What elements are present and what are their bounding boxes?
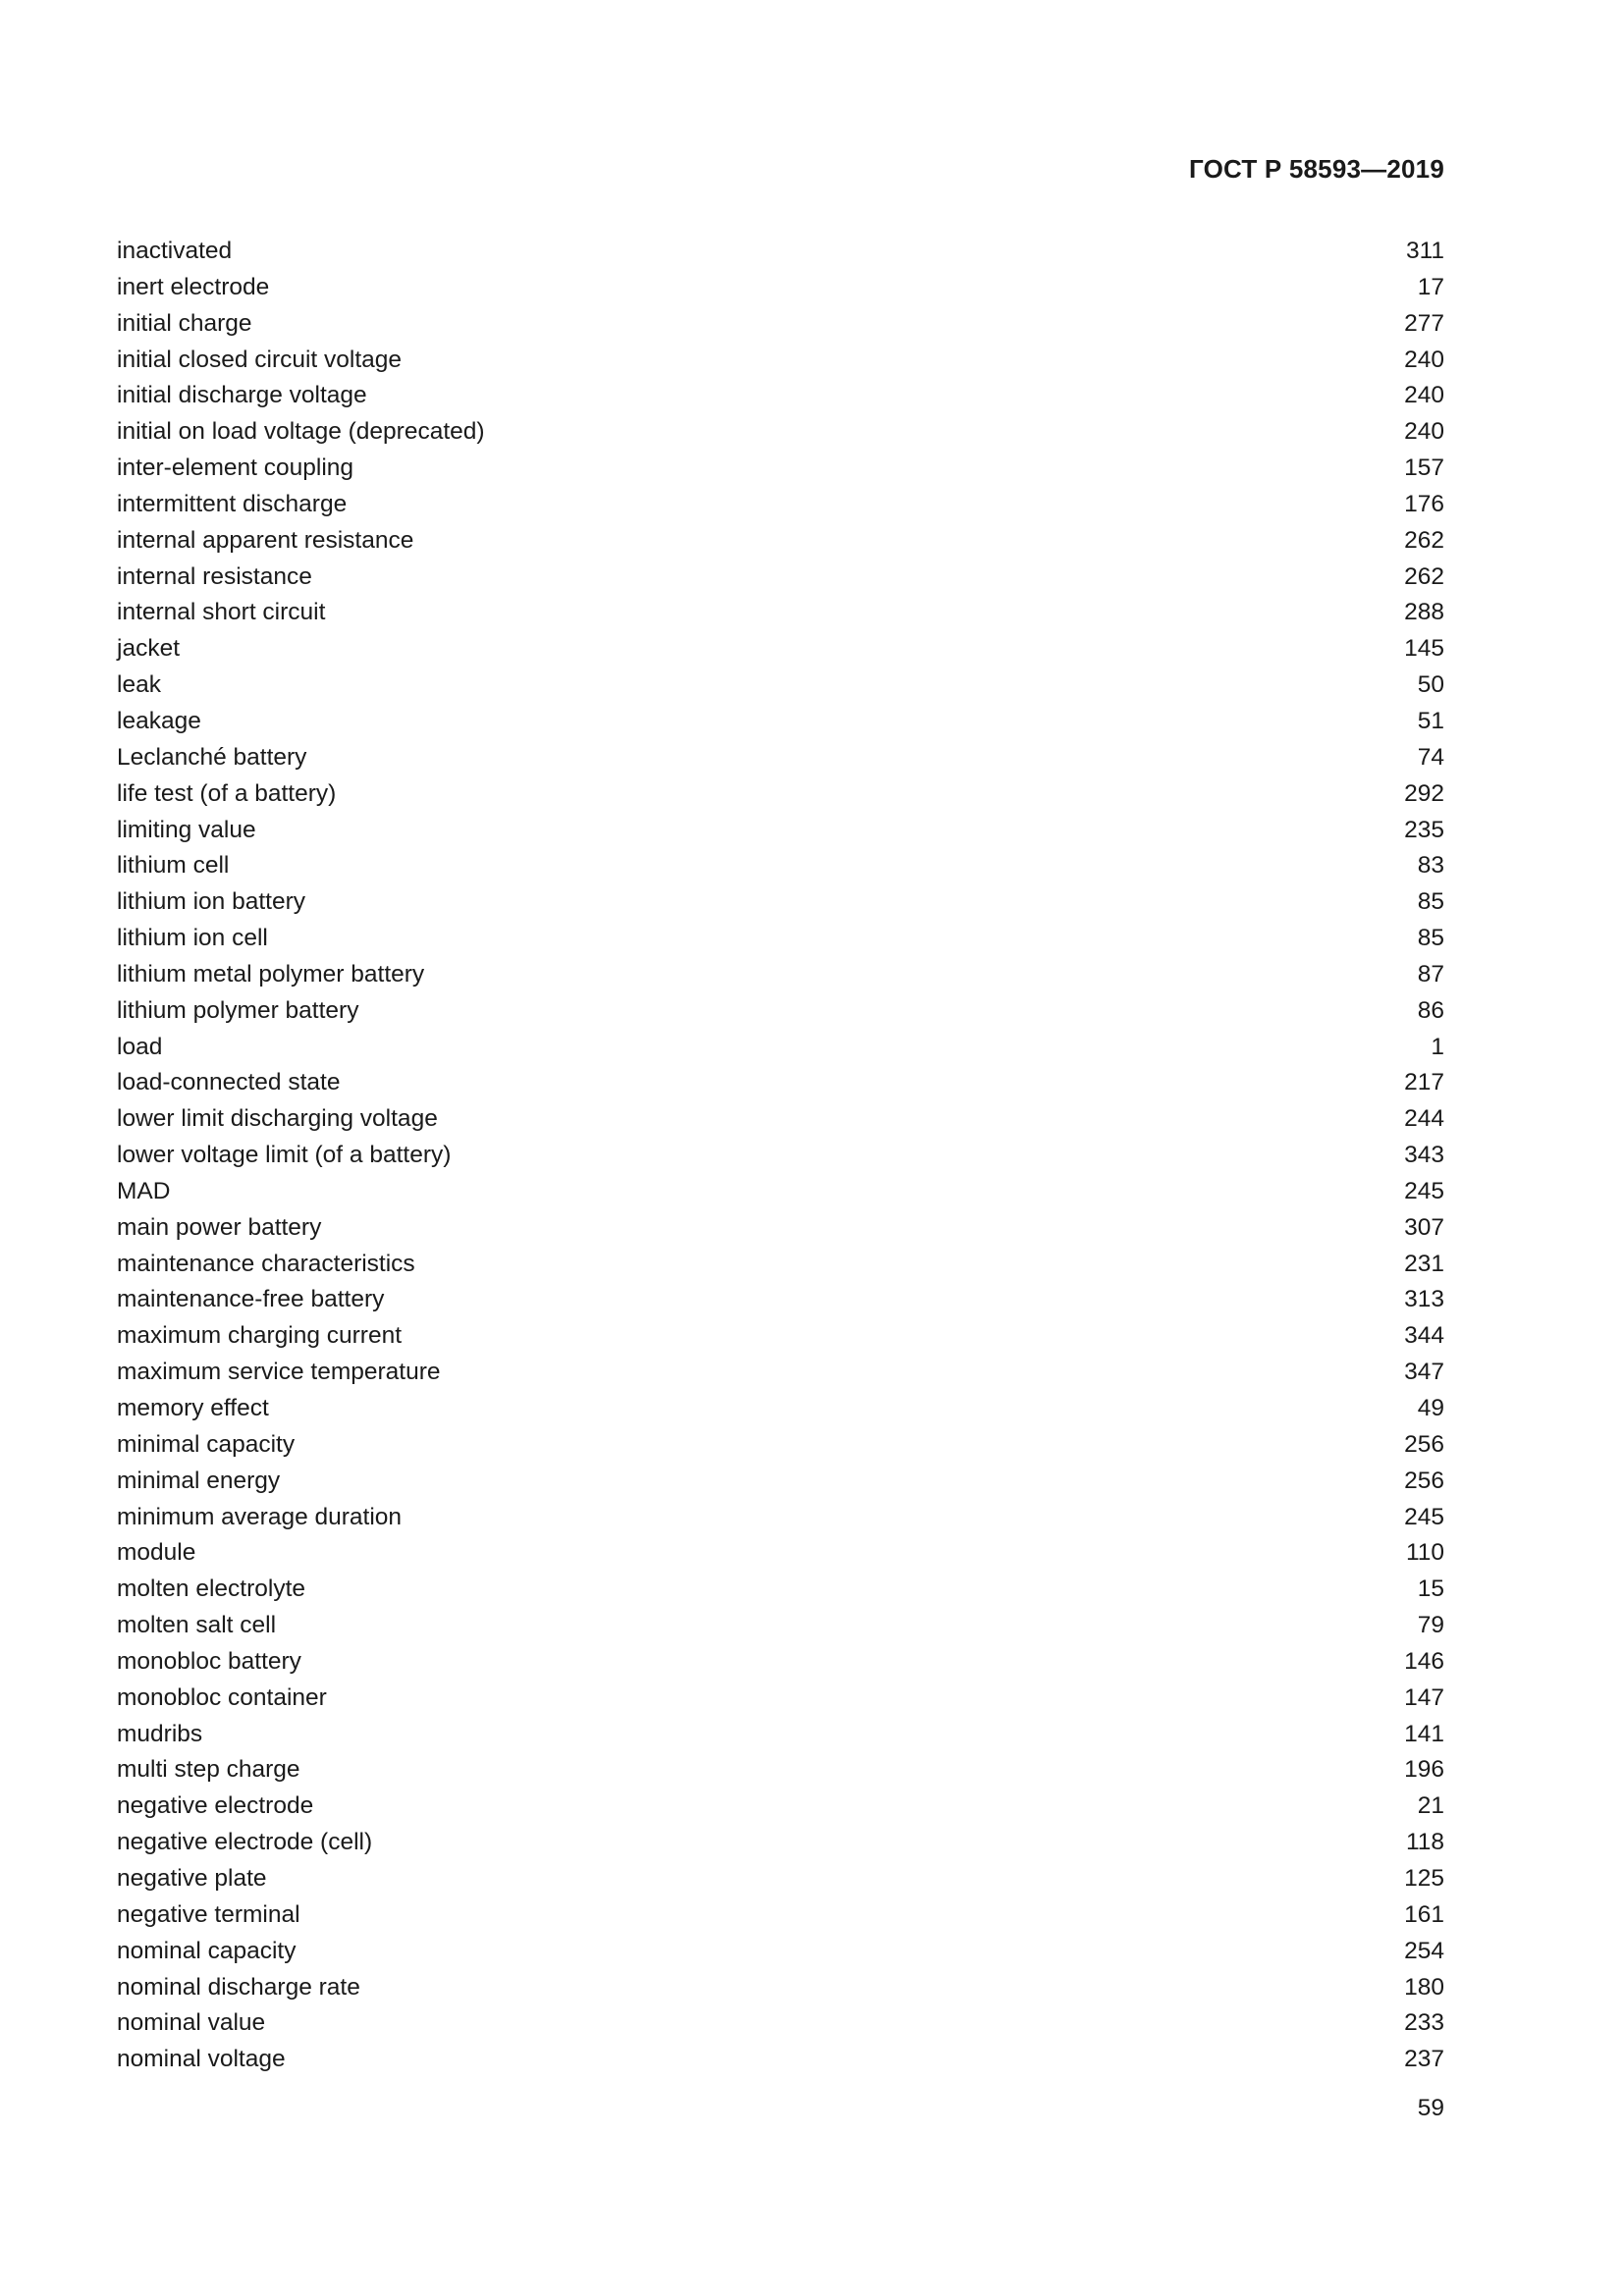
index-term-reference-number: 86	[1417, 996, 1444, 1024]
index-term-reference-number: 240	[1404, 346, 1444, 373]
index-term-reference-number: 262	[1404, 526, 1444, 554]
index-term-reference-number: 176	[1404, 490, 1444, 517]
index-entry	[117, 2005, 1444, 2042]
index-term: initial discharge voltage	[117, 382, 367, 409]
index-term-reference-number: 254	[1404, 1937, 1444, 1964]
index-term-reference-number: 87	[1417, 960, 1444, 988]
index-term-reference-number: 217	[1404, 1069, 1444, 1096]
index-term-reference-number: 79	[1417, 1612, 1444, 1639]
index-term: leak	[117, 671, 161, 699]
index-term-reference-number: 74	[1417, 743, 1444, 771]
index-term: intermittent discharge	[117, 490, 348, 517]
index-term: nominal voltage	[117, 2046, 286, 2073]
index-term: lower voltage limit (of a battery)	[117, 1142, 452, 1169]
index-term-reference-number: 85	[1417, 925, 1444, 952]
index-entry	[117, 884, 1444, 921]
index-term-reference-number: 262	[1404, 562, 1444, 590]
index-term: lithium cell	[117, 852, 230, 880]
index-term-reference-number: 147	[1404, 1683, 1444, 1711]
index-term-reference-number: 288	[1404, 599, 1444, 626]
index-term-reference-number: 180	[1404, 1973, 1444, 2001]
index-entry	[117, 1535, 1444, 1572]
index-term: nominal capacity	[117, 1937, 297, 1964]
index-term-reference-number: 235	[1404, 816, 1444, 843]
index-term-reference-number: 256	[1404, 1430, 1444, 1458]
index-term: negative electrode (cell)	[117, 1829, 373, 1856]
index-term: mudribs	[117, 1720, 203, 1747]
index-entry	[117, 993, 1444, 1030]
index-term: inert electrode	[117, 273, 270, 300]
index-term: lithium ion battery	[117, 888, 306, 916]
index-entry	[117, 1355, 1444, 1391]
index-term-reference-number: 277	[1404, 309, 1444, 337]
index-entry	[117, 957, 1444, 993]
index-entry	[117, 378, 1444, 414]
index-term: Leclanché battery	[117, 743, 307, 771]
index-entry	[117, 667, 1444, 704]
index-term-reference-number: 307	[1404, 1213, 1444, 1241]
index-term: internal resistance	[117, 562, 312, 590]
index-entry	[117, 1174, 1444, 1210]
index-term: inactivated	[117, 238, 233, 264]
index-term-reference-number: 145	[1404, 635, 1444, 663]
index-term: minimal capacity	[117, 1430, 296, 1458]
index-term-reference-number: 233	[1404, 2009, 1444, 2037]
index-entry	[117, 487, 1444, 523]
index-term: initial closed circuit voltage	[117, 346, 403, 373]
document-header-title: ГОСТ Р 58593—2019	[1189, 154, 1444, 184]
index-term-reference-number: 344	[1404, 1322, 1444, 1350]
index-term-reference-number: 17	[1417, 273, 1444, 300]
index-term: memory effect	[117, 1395, 269, 1421]
index-entry	[117, 1789, 1444, 1825]
index-term-reference-number: 245	[1404, 1177, 1444, 1204]
index-term-reference-number: 256	[1404, 1467, 1444, 1494]
index-term-reference-number: 21	[1417, 1792, 1444, 1820]
index-term-reference-number: 245	[1404, 1503, 1444, 1530]
index-entry	[117, 560, 1444, 596]
index-term: inter-element coupling	[117, 454, 354, 482]
index-entry	[117, 451, 1444, 487]
index-term-reference-number: 1	[1431, 1033, 1444, 1060]
index-entry	[117, 704, 1444, 740]
index-entry	[117, 1427, 1444, 1464]
index-entry	[117, 813, 1444, 849]
index-term: MAD	[117, 1177, 171, 1204]
index-entry	[117, 343, 1444, 379]
index-term-reference-number: 343	[1404, 1142, 1444, 1169]
index-term: minimum average duration	[117, 1503, 403, 1530]
index-term: module	[117, 1539, 196, 1567]
index-term: leakage	[117, 707, 201, 734]
index-entry	[117, 776, 1444, 813]
index-term: initial charge	[117, 309, 252, 337]
index-term-reference-number: 347	[1404, 1359, 1444, 1386]
index-term: maintenance characteristics	[117, 1250, 415, 1277]
index-entry	[117, 234, 1444, 270]
index-term: main power battery	[117, 1213, 322, 1241]
index-term-reference-number: 85	[1417, 888, 1444, 916]
index-term-reference-number: 50	[1417, 671, 1444, 699]
index-term-reference-number: 240	[1404, 382, 1444, 409]
index-term: nominal value	[117, 2009, 266, 2037]
index-entry	[117, 1500, 1444, 1536]
index-term: monobloc container	[117, 1683, 327, 1711]
index-entry	[117, 270, 1444, 306]
index-entry	[117, 523, 1444, 560]
index-term: initial on load voltage (deprecated)	[117, 418, 485, 446]
index-entry	[117, 1138, 1444, 1174]
index-entry	[117, 1391, 1444, 1427]
index-entry	[117, 848, 1444, 884]
index-entry	[117, 306, 1444, 343]
index-entry	[117, 1608, 1444, 1644]
index-term-reference-number: 196	[1404, 1756, 1444, 1784]
index-term-reference-number: 240	[1404, 418, 1444, 446]
index-term-reference-number: 118	[1405, 1829, 1444, 1856]
index-term-reference-number: 237	[1404, 2046, 1444, 2073]
index-term-reference-number: 141	[1404, 1720, 1444, 1747]
index-entry	[117, 1464, 1444, 1500]
index-entry	[117, 1247, 1444, 1283]
index-entry	[117, 2042, 1444, 2078]
index-term-reference-number: 292	[1404, 779, 1444, 807]
index-entry	[117, 1282, 1444, 1318]
index-entry	[117, 1861, 1444, 1897]
index-entry	[117, 1065, 1444, 1101]
index-entry	[117, 1752, 1444, 1789]
index-entry	[117, 740, 1444, 776]
page-number: 59	[1417, 2095, 1444, 2121]
index-entry	[117, 1897, 1444, 1934]
index-entry	[117, 1934, 1444, 1970]
index-term: monobloc battery	[117, 1647, 301, 1675]
index-term: lithium metal polymer battery	[117, 960, 425, 988]
index-term-reference-number: 244	[1404, 1105, 1444, 1133]
index-entry	[117, 414, 1444, 451]
index-term: lithium polymer battery	[117, 996, 359, 1024]
index-term: multi step charge	[117, 1756, 300, 1784]
alphabetical-term-index	[117, 234, 1444, 2078]
index-entry	[117, 1970, 1444, 2006]
index-term-reference-number: 15	[1417, 1575, 1444, 1603]
index-term: load	[117, 1033, 163, 1060]
index-entry	[117, 1318, 1444, 1355]
index-entry	[117, 1681, 1444, 1717]
index-term-reference-number: 231	[1404, 1250, 1444, 1277]
index-entry	[117, 1030, 1444, 1066]
index-term-reference-number: 51	[1417, 707, 1444, 734]
index-term-reference-number: 311	[1405, 238, 1444, 264]
index-term: negative electrode	[117, 1792, 314, 1820]
index-term: minimal energy	[117, 1467, 281, 1494]
index-term: maximum charging current	[117, 1322, 403, 1350]
index-entry	[117, 921, 1444, 957]
index-term: maximum service temperature	[117, 1359, 441, 1386]
index-term: negative plate	[117, 1864, 267, 1892]
index-term-reference-number: 157	[1404, 454, 1444, 482]
index-term: life test (of a battery)	[117, 779, 337, 807]
index-term: molten electrolyte	[117, 1575, 306, 1603]
index-term: nominal discharge rate	[117, 1973, 360, 2001]
index-term-reference-number: 146	[1404, 1647, 1444, 1675]
index-entry	[117, 1644, 1444, 1681]
index-entry	[117, 595, 1444, 631]
index-entry	[117, 1717, 1444, 1753]
index-term: jacket	[117, 635, 181, 663]
index-term-reference-number: 125	[1404, 1864, 1444, 1892]
index-term: lithium ion cell	[117, 925, 268, 952]
index-term: maintenance-free battery	[117, 1286, 385, 1313]
index-term: internal apparent resistance	[117, 526, 414, 554]
index-term: internal short circuit	[117, 599, 326, 626]
index-term-reference-number: 313	[1404, 1286, 1444, 1313]
index-entry	[117, 1825, 1444, 1861]
index-term-reference-number: 161	[1404, 1900, 1444, 1928]
index-term: negative terminal	[117, 1900, 300, 1928]
index-term: load-connected state	[117, 1069, 341, 1096]
index-term: lower limit discharging voltage	[117, 1105, 438, 1133]
index-entry	[117, 1572, 1444, 1608]
index-entry	[117, 1210, 1444, 1247]
index-entry	[117, 1101, 1444, 1138]
index-term-reference-number: 49	[1417, 1395, 1444, 1421]
index-term: molten salt cell	[117, 1612, 277, 1639]
index-term: limiting value	[117, 816, 256, 843]
index-entry	[117, 631, 1444, 667]
index-term-reference-number: 83	[1417, 852, 1444, 880]
index-term-reference-number: 110	[1405, 1539, 1444, 1567]
